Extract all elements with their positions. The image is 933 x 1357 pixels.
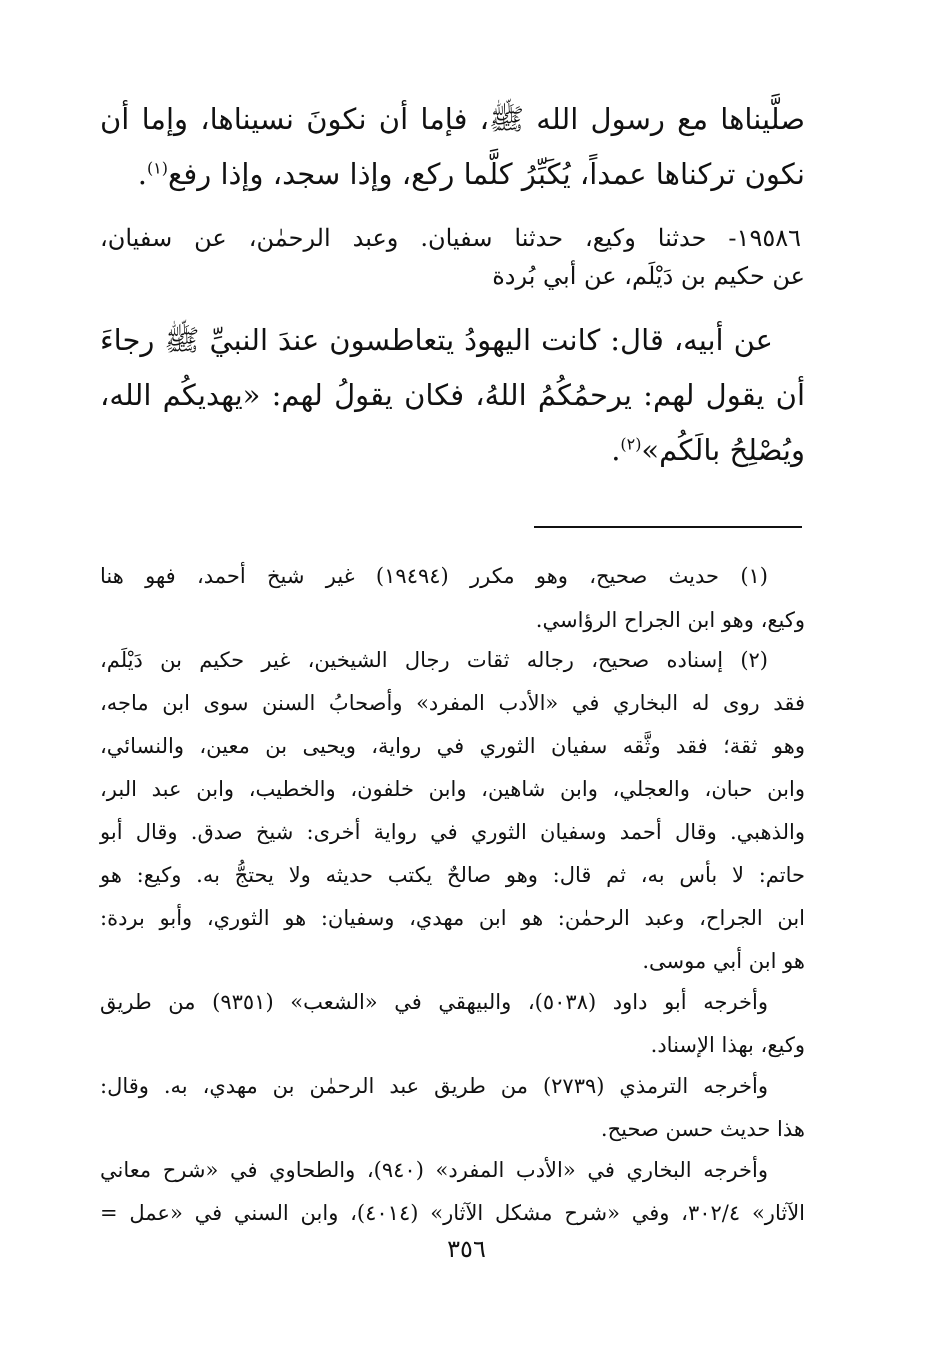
footnote-line-13: وأخرجه الترمذي (٢٧٣٩) من طريق عبد الرحمٰن بن مهدي، به. وقال:: [100, 1074, 768, 1098]
footnote-separator: [534, 526, 802, 528]
footnote-line-8: حاتم: لا بأس به، ثم قال: وهو صالحٌ يكتب حديثه ولا يحتجُّ به. وكيع: هو: [100, 863, 805, 887]
footnote-line-4: فقد روى له البخاري في «الأدب المفرد» وأصحابُ السنن سوى ابن ماجه،: [100, 691, 805, 715]
main-text-line-5-text: ويُصْلِحُ بالَكُم»: [641, 433, 805, 467]
footnote-line-9: ابن الجراح، وعبد الرحمٰن: هو ابن مهدي، وسفيان: هو الثوري، وأبو بردة:: [100, 906, 805, 930]
footnote-line-1: (١) حديث صحيح، وهو مكرر (١٩٤٩٤) غير شيخ أحمد، فهو هنا: [100, 564, 768, 588]
main-text-line-4: أن يقول لهم: يرحمُكُمُ اللهُ، فكان يقولُ لهم: «يهديكُم الله،: [100, 378, 805, 412]
page-number: ٣٥٦: [447, 1235, 486, 1263]
footnote-ref-2: (٢): [620, 434, 642, 454]
footnote-line-15: وأخرجه البخاري في «الأدب المفرد» (٩٤٠)، والطحاوي في «شرح معاني: [100, 1158, 769, 1182]
footnote-line-6: وابن حبان، والعجلي، وابن شاهين، وابن خلفون، والخطيب، وابن عبد البر،: [100, 777, 805, 801]
footnote-line-16: الآثار» ٣٠٢/٤، وفي «شرح مشكل الآثار» (٤٠١٤)، وابن السني في «عمل =: [100, 1201, 806, 1225]
main-text-line-2-text: نكون تركناها عمداً، يُكَبِّرُ كلَّما ركع، وإذا سجد، وإذا رفع: [167, 157, 805, 191]
hadith-header-line-1: ١٩٥٨٦- حدثنا وكيع، حدثنا سفيان. وعبد الرحمٰن، عن سفيان،: [100, 224, 801, 252]
main-text-line-3: عن أبيه، قال: كانت اليهودُ يتعاطسون عندَ النبيِّ ﷺ رجاءَ: [100, 323, 773, 357]
footnote-line-5: وهو ثقة؛ فقد وثَّقه سفيان الثوري في رواية، ويحيى بن معين، والنسائي،: [100, 734, 805, 758]
footnote-line-11: وأخرجه أبو داود (٥٠٣٨)، والبيهقي في «الشعب» (٩٣٥١) من طريق: [100, 990, 768, 1014]
main-text-line-5: ويُصْلِحُ بالَكُم»$^{(٢)}$.: [611, 433, 805, 467]
footnote-line-10: هو ابن أبي موسى.: [642, 949, 805, 973]
footnote-line-14: هذا حديث حسن صحيح.: [600, 1117, 805, 1141]
footnote-line-7: والذهبي. وقال أحمد وسفيان الثوري في رواية أخرى: شيخ صدق. وقال أبو: [100, 820, 805, 844]
main-text-line-1: صلَّيناها مع رسول الله ﷺ، فإما أن نكونَ نسيناها، وإما أن: [100, 102, 805, 136]
footnote-line-3: (٢) إسناده صحيح، رجاله ثقات رجال الشيخين، غير حكيم بن دَيْلَم،: [100, 648, 768, 672]
footnote-line-2: وكيع، وهو ابن الجراح الرؤاسي.: [535, 608, 805, 632]
hadith-header-line-2: عن حكيم بن دَيْلَم، عن أبي بُردة: [492, 262, 805, 290]
main-text-line-2: نكون تركناها عمداً، يُكَبِّرُ كلَّما ركع، وإذا سجد، وإذا رفع$^{(١)}$.: [137, 157, 805, 191]
footnote-ref-1: (١): [146, 158, 168, 178]
footnote-line-12: وكيع، بهذا الإسناد.: [650, 1033, 805, 1057]
